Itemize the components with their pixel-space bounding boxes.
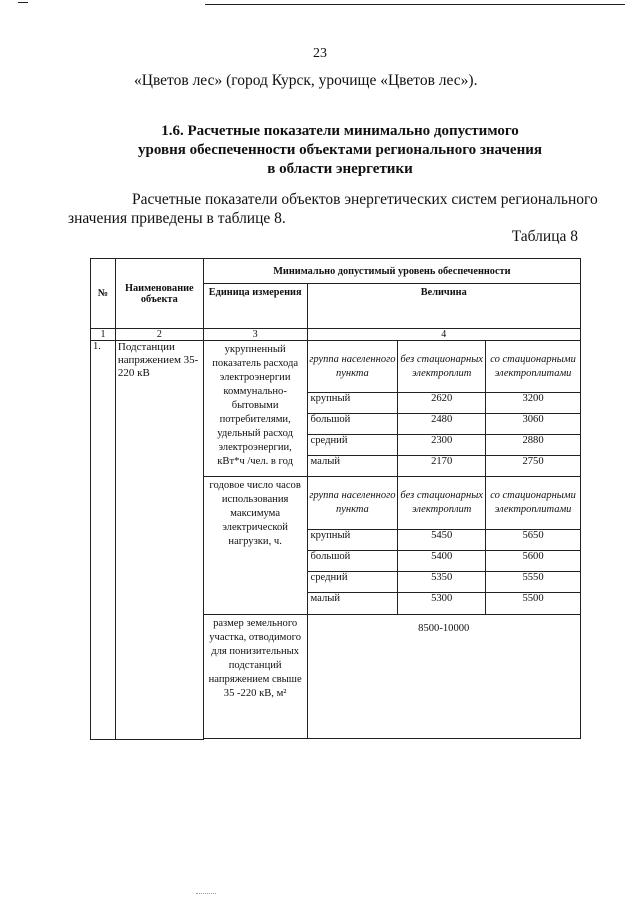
col-number-1: 1: [91, 329, 116, 341]
value-cell: 2300: [398, 435, 486, 456]
col-number-2: 2: [115, 329, 203, 341]
header-unit: Единица измерения: [203, 284, 307, 329]
header-num: №: [91, 259, 116, 329]
value-cell: 5550: [486, 572, 581, 593]
heading-line-2: уровня обеспеченности объектами регионального значения: [138, 142, 542, 158]
subheader-without-stoves: без стационарных электроплит: [398, 341, 486, 393]
group-cell: крупный: [307, 393, 398, 414]
subheader-group: группа населенного пункта: [307, 477, 398, 530]
row-number: 1.: [91, 341, 116, 740]
object-name: Подстанции напряжением 35-220 кВ: [115, 341, 203, 740]
indicator-table: [90, 258, 581, 740]
paragraph-line-2: значения приведены в таблице 8.: [68, 210, 286, 227]
value-cell: 5400: [398, 551, 486, 572]
value-cell: 2880: [486, 435, 581, 456]
subheader-group: группа населенного пункта: [307, 341, 398, 393]
scan-artifact-dots: [196, 893, 216, 894]
scan-artifact-dash: [18, 2, 28, 3]
value-cell: 2170: [398, 456, 486, 477]
value-cell: 5300: [398, 593, 486, 615]
col-number-4: 4: [307, 329, 580, 341]
heading-line-1: 1.6. Расчетные показатели минимально допустимого: [161, 123, 519, 139]
group-cell: крупный: [307, 530, 398, 551]
group-cell: малый: [307, 593, 398, 615]
unit-annual-hours: годовое число часов использования максимума электрической нагрузки, ч.: [203, 477, 307, 615]
col-number-3: 3: [203, 329, 307, 341]
table-label: Таблица 8: [511, 228, 578, 245]
value-cell: 3060: [486, 414, 581, 435]
page-number: 23: [313, 46, 327, 61]
continuation-text: «Цветов лес» (город Курск, урочище «Цветов лес»).: [134, 72, 478, 89]
value-cell: 2480: [398, 414, 486, 435]
header-min-level: Минимально допустимый уровень обеспеченности: [203, 259, 580, 284]
value-cell: 5350: [398, 572, 486, 593]
value-cell: 5600: [486, 551, 581, 572]
subheader-with-stoves: со стационарными электроплитами: [486, 477, 581, 530]
unit-land-plot-size: размер земельного участка, отводимого для понизительных подстанций напряжением свыше 35 -220 кВ, м²: [203, 615, 307, 739]
heading-line-3: в области энергетики: [267, 161, 413, 177]
group-cell: средний: [307, 572, 398, 593]
value-cell: 3200: [486, 393, 581, 414]
value-cell: 5650: [486, 530, 581, 551]
value-cell: 2620: [398, 393, 486, 414]
group-cell: средний: [307, 435, 398, 456]
value-cell: 5500: [486, 593, 581, 615]
header-name: Наименование объекта: [115, 259, 203, 329]
group-cell: большой: [307, 414, 398, 435]
value-cell: 5450: [398, 530, 486, 551]
subheader-with-stoves: со стационарными электроплитами: [486, 341, 581, 393]
group-cell: малый: [307, 456, 398, 477]
unit-energy-consumption: укрупненный показатель расхода электроэнергии коммунально-бытовыми потребителями, удельный расход электроэнергии, кВт*ч /чел. в год: [203, 341, 307, 477]
land-plot-value: 8500-10000: [307, 615, 580, 739]
paragraph-line-1: Расчетные показатели объектов энергетических систем регионального: [132, 191, 598, 208]
section-heading: [60, 122, 620, 179]
top-rule: [205, 4, 625, 5]
value-cell: 2750: [486, 456, 581, 477]
header-value: Величина: [307, 284, 580, 329]
group-cell: большой: [307, 551, 398, 572]
subheader-without-stoves: без стационарных электроплит: [398, 477, 486, 530]
